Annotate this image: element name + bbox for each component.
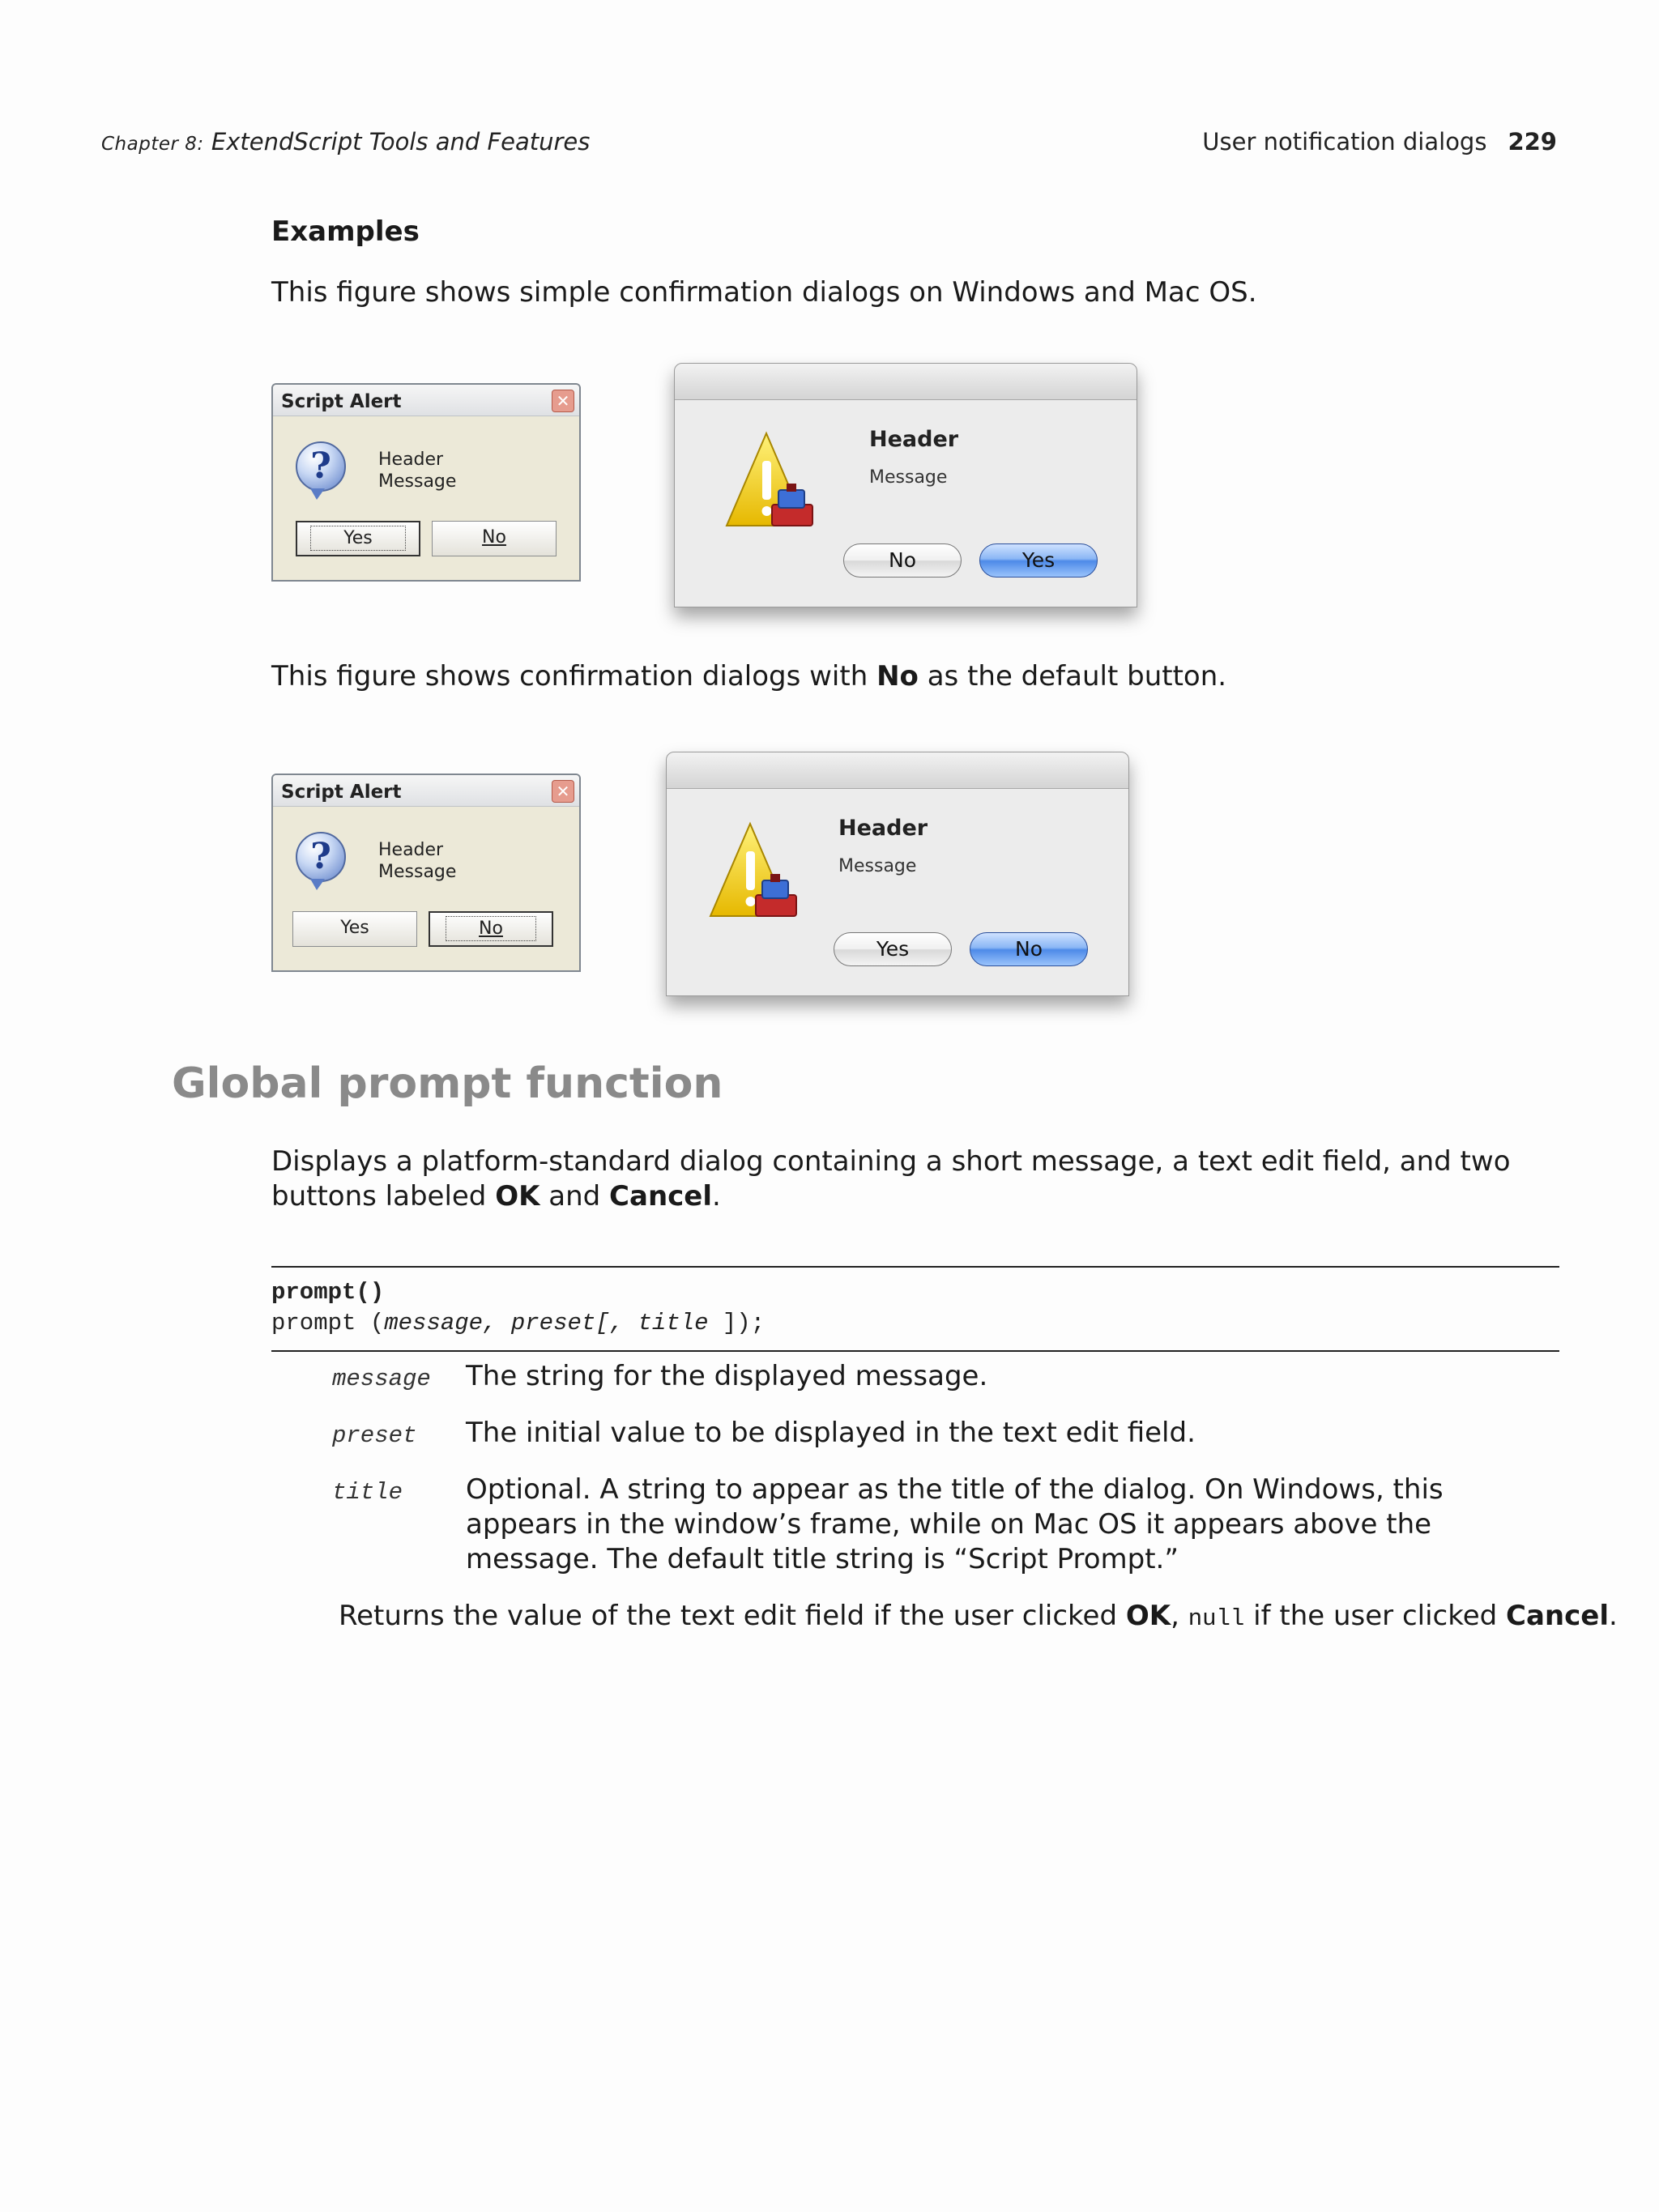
sig-prefix: prompt ( xyxy=(271,1310,385,1336)
signature-full xyxy=(271,1310,765,1336)
yes-button[interactable]: Yes xyxy=(834,932,952,966)
no-button-label xyxy=(446,916,536,941)
desc-text: Displays a platform-standard dialog containing a short message, a text edit field, and two buttons labeled xyxy=(271,1145,1511,1213)
question-icon: ? xyxy=(296,441,346,492)
chapter-prefix: Chapter 8: xyxy=(101,134,204,155)
examples-second-intro xyxy=(271,659,1559,694)
returns-ok: OK xyxy=(1125,1600,1171,1632)
no-button[interactable] xyxy=(432,521,557,556)
yes-button[interactable] xyxy=(296,521,420,556)
desc-ok: OK xyxy=(495,1180,540,1213)
no-button[interactable] xyxy=(429,911,553,947)
dialog-message: Message xyxy=(378,862,457,882)
param-name-title: title xyxy=(332,1479,403,1506)
dialog-titlebar xyxy=(273,775,579,807)
dialog-titlebar xyxy=(675,364,1137,400)
windows-dialog-no-default xyxy=(271,774,581,972)
signature-rule-top xyxy=(271,1266,1559,1268)
section-title: Global prompt function xyxy=(172,1059,723,1108)
sig-suffix: ]); xyxy=(708,1310,766,1336)
no-button-text: No xyxy=(479,918,503,939)
desc-end: . xyxy=(712,1180,721,1213)
close-icon[interactable]: ✕ xyxy=(552,390,574,412)
param-desc-title: Optional. A string to appear as the title of the dialog. On Windows, this appears in the window’s frame, while on Mac OS it appears above the message. The default title string is “Script Prompt.” xyxy=(466,1473,1444,1575)
section-name: User notification dialogs xyxy=(1202,128,1487,156)
yes-button[interactable]: Yes xyxy=(979,543,1098,578)
param-name-message: message xyxy=(332,1366,431,1392)
windows-dialog-yes-default xyxy=(271,383,581,582)
returns-end: . xyxy=(1608,1600,1618,1632)
no-button[interactable]: No xyxy=(843,543,962,578)
returns-null: null xyxy=(1188,1605,1245,1632)
page-number: 229 xyxy=(1508,128,1557,156)
returns-mid: if the user clicked xyxy=(1244,1600,1507,1632)
dialog-title: Script Alert xyxy=(281,782,402,803)
mac-dialog-yes-default xyxy=(674,363,1137,607)
dialog-message: Message xyxy=(378,471,457,492)
desc-cancel: Cancel xyxy=(609,1180,713,1213)
returns-before: Returns the value of the text edit field if the user clicked xyxy=(339,1600,1126,1632)
desc-and: and xyxy=(539,1180,610,1213)
prompt-description xyxy=(271,1144,1559,1214)
param-desc-preset: The initial value to be displayed in the text edit field. xyxy=(466,1417,1196,1449)
returns-comma: , xyxy=(1171,1600,1188,1632)
mac-dialog-no-default xyxy=(666,752,1129,996)
signature-short: prompt() xyxy=(271,1279,385,1306)
second-intro-end: as the default button. xyxy=(918,660,1227,693)
returns-text xyxy=(339,1600,1618,1632)
examples-intro: This figure shows simple confirmation dialogs on Windows and Mac OS. xyxy=(271,276,1257,309)
dialog-header: Header xyxy=(869,427,959,452)
dialog-message: Message xyxy=(869,467,948,488)
dialog-header: Header xyxy=(378,840,444,860)
dialog-title: Script Alert xyxy=(281,391,402,412)
param-name-preset: preset xyxy=(332,1422,417,1449)
chapter-title: ExtendScript Tools and Features xyxy=(211,128,591,156)
running-header-chapter xyxy=(101,128,590,156)
second-intro-text: This figure shows confirmation dialogs with xyxy=(271,660,877,693)
second-intro-bold: No xyxy=(876,660,919,693)
param-desc-message: The string for the displayed message. xyxy=(466,1360,988,1392)
warning-icon xyxy=(706,820,827,934)
close-icon[interactable]: ✕ xyxy=(552,780,574,803)
yes-button-label: Yes xyxy=(310,526,406,551)
signature-rule-bottom xyxy=(271,1350,1559,1352)
dialog-titlebar xyxy=(273,385,579,416)
dialog-header: Header xyxy=(838,816,928,841)
dialog-message: Message xyxy=(838,856,917,876)
sig-args: message, preset[, title xyxy=(384,1310,709,1336)
returns-cancel: Cancel xyxy=(1506,1600,1609,1632)
running-header-section xyxy=(1202,128,1557,156)
yes-button[interactable]: Yes xyxy=(292,911,417,947)
dialog-titlebar xyxy=(667,752,1128,789)
dialog-header: Header xyxy=(378,450,444,470)
no-button[interactable]: No xyxy=(970,932,1088,966)
warning-icon xyxy=(722,430,843,543)
no-button-label: No xyxy=(482,527,506,548)
examples-heading: Examples xyxy=(271,215,420,248)
question-icon: ? xyxy=(296,832,346,882)
